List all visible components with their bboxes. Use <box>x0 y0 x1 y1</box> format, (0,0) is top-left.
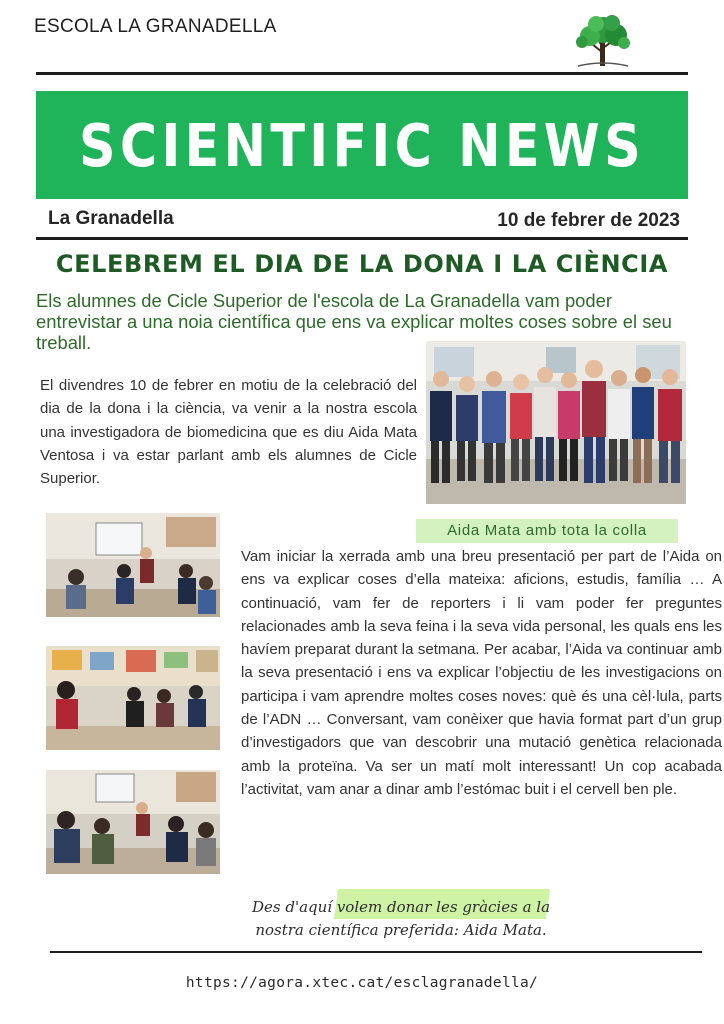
newspaper-title: SCIENTIFIC NEWS <box>79 110 645 180</box>
school-name: ESCOLA LA GRANADELLA <box>34 16 277 37</box>
article-headline: CELEBREM EL DIA DE LA DONA I LA CIÈNCIA <box>55 250 669 278</box>
photo-caption: Aida Mata amb tota la colla <box>416 519 678 543</box>
article-body: Vam iniciar la xerrada amb una breu presentació per part de l’Aida on ens va explicar coses d’ella mateixa: aficions, estudis, família … A continuació, vam fer de reporters i li vam poder fer preguntes relacionades amb la seva feina i la seva vida personal, les quals ens les havíem preparat durant la setmana. Per acabar, l’Aida va continuar amb la seva presentació i ens va explicar l’objectiu de les investigacions on participa i vam aprendre moltes coses noves: què és una cèl·lula, parts de l’ADN … Conversant, vam conèixer que havia format part d’un grup d’investigadors que van descobrir una mutació genètica relacionada amb la proteïna. Va ser un matí molt interessant! Un cop acabada l’activitat, vam anar a dinar amb l’estómac buit i el cervell ben ple. <box>241 548 722 798</box>
classroom-photo-1 <box>46 513 220 617</box>
dateline-divider <box>36 237 688 240</box>
dateline-location: La Granadella <box>48 208 174 229</box>
tree-icon <box>572 12 634 70</box>
thanks-note <box>236 896 566 942</box>
title-banner <box>36 91 688 199</box>
thanks-line-1: Des d'aquí volem donar les gràcies a la <box>251 898 551 916</box>
top-divider <box>36 72 688 75</box>
dateline-date: 10 de febrer de 2023 <box>497 210 680 231</box>
classroom-photo-3 <box>46 770 220 874</box>
thanks-line-2: nostra científica preferida: Aida Mata. <box>255 921 547 939</box>
article-intro: El divendres 10 de febrer en motiu de la celebració del dia de la dona i la ciència, va venir a la nostra escola una investigadora de biomedicina que es diu Aida Mata Ventosa i va estar parlant amb els alumnes de Cicle Superior. <box>40 377 417 488</box>
footer-divider <box>50 951 702 953</box>
group-photo <box>426 341 686 504</box>
article-lead: Els alumnes de Cicle Superior de l'escola de La Granadella vam poder entrevistar a una noia científica que ens va explicar moltes coses sobre el seu treball. <box>36 290 672 353</box>
classroom-photo-2 <box>46 646 220 750</box>
footer-url-link[interactable]: https://agora.xtec.cat/esclagranadella/ <box>185 975 539 991</box>
